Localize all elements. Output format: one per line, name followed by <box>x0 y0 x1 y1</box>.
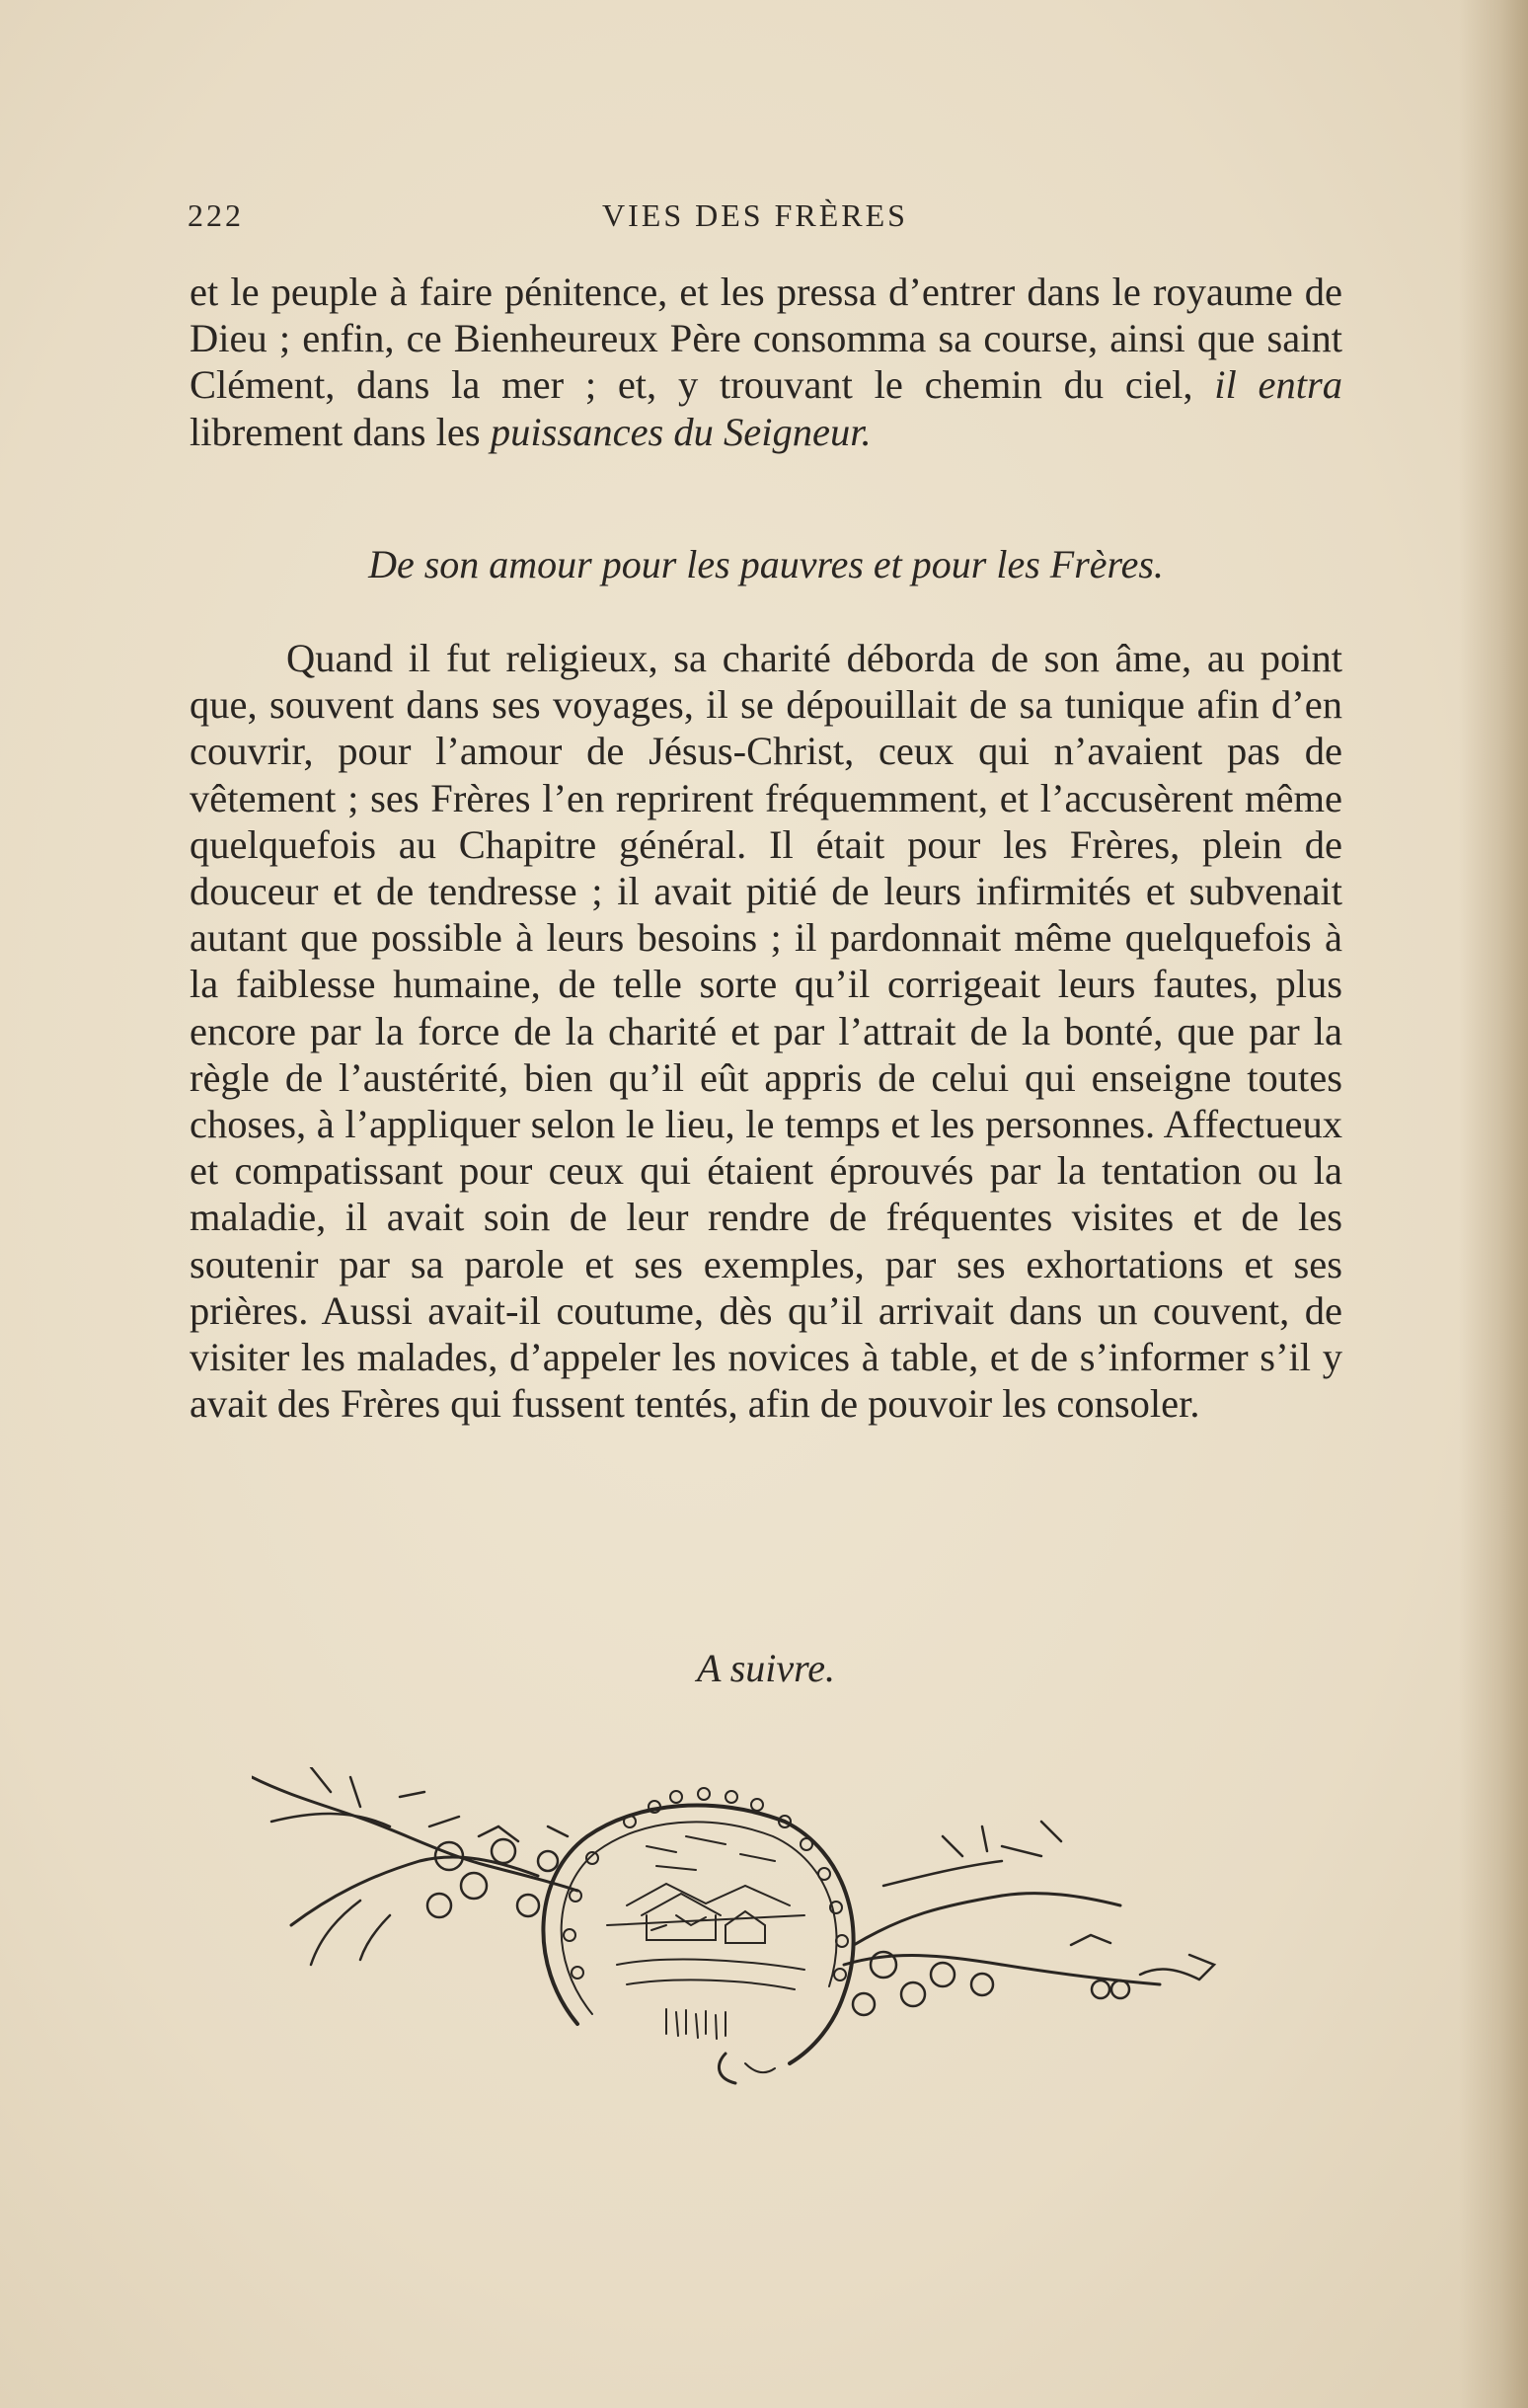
paragraph-1-middle: librement dans les <box>190 409 491 454</box>
page-edge-shadow <box>1459 0 1528 2408</box>
paragraph-1-text: et le peuple à faire pénitence, et les pressa d’entrer dans le royaume de Dieu ; enfin, ce Bienheureux Père consomma sa course, ainsi que saint Clément, dans la mer ; et, y trouvant le chemin du ciel, <box>190 270 1342 408</box>
paragraph-1 <box>190 269 1342 455</box>
section-heading: De son amour pour les pauvres et pour les Frères. <box>368 542 1164 586</box>
landscape-scene <box>607 1836 804 2083</box>
horseshoe-nail-holes <box>564 1788 848 1981</box>
horseshoe-frame <box>543 1806 853 2063</box>
paragraph-2: Quand il fut religieux, sa charité déborda de son âme, au point que, souvent dans ses voyages, il se dépouillait de sa tunique afin d’en couvrir, pour l’amour de Jésus-Christ, ceux qui n’avaient pas de vêtement ; ses Frères l’en reprirent fréquemment, et l’accusèrent même quelquefois au Chapitre général. Il était pour les Frères, plein de douceur et de tendresse ; il avait pitié de leurs infirmités et subvenait autant que possible à leurs besoins ; il pardonnait même quelquefois à la faiblesse humaine, de telle sorte qu’il corrigeait leurs fautes, plus encore par la force de la charité et par l’attrait de la bonté, que par la règle de l’austérité, bien qu’il eût appris de celui qui enseigne toutes choses, à l’appliquer selon le lieu, le temps et les personnes. Affectueux et compatissant pour ceux qui étaient éprouvés par la tentation ou la maladie, il avait soin de leur rendre de fréquentes visites et de les soutenir par sa parole et ses exemples, par ses exhortations et ses prières. Aussi avait-il coutume, dès qu’il arrivait dans un couvent, de visiter les malades, d’appeler les novices à table, et de s’informer s’il y avait des Frères qui fussent tentés, afin de pouvoir les consoler. <box>190 636 1342 1427</box>
italic-phrase-il-entra: il entra <box>1214 362 1342 408</box>
right-flowering-branch <box>844 1822 1214 2015</box>
left-flowering-branch <box>252 1767 577 1965</box>
running-header <box>188 197 1342 247</box>
running-title: VIES DES FRÈRES <box>602 197 908 233</box>
page-number: 222 <box>188 197 244 233</box>
to-be-continued: A suivre. <box>697 1646 835 1690</box>
italic-phrase-puissances: puissances du Seigneur. <box>490 409 872 454</box>
decorative-vignette-illustration <box>252 1767 1298 2162</box>
